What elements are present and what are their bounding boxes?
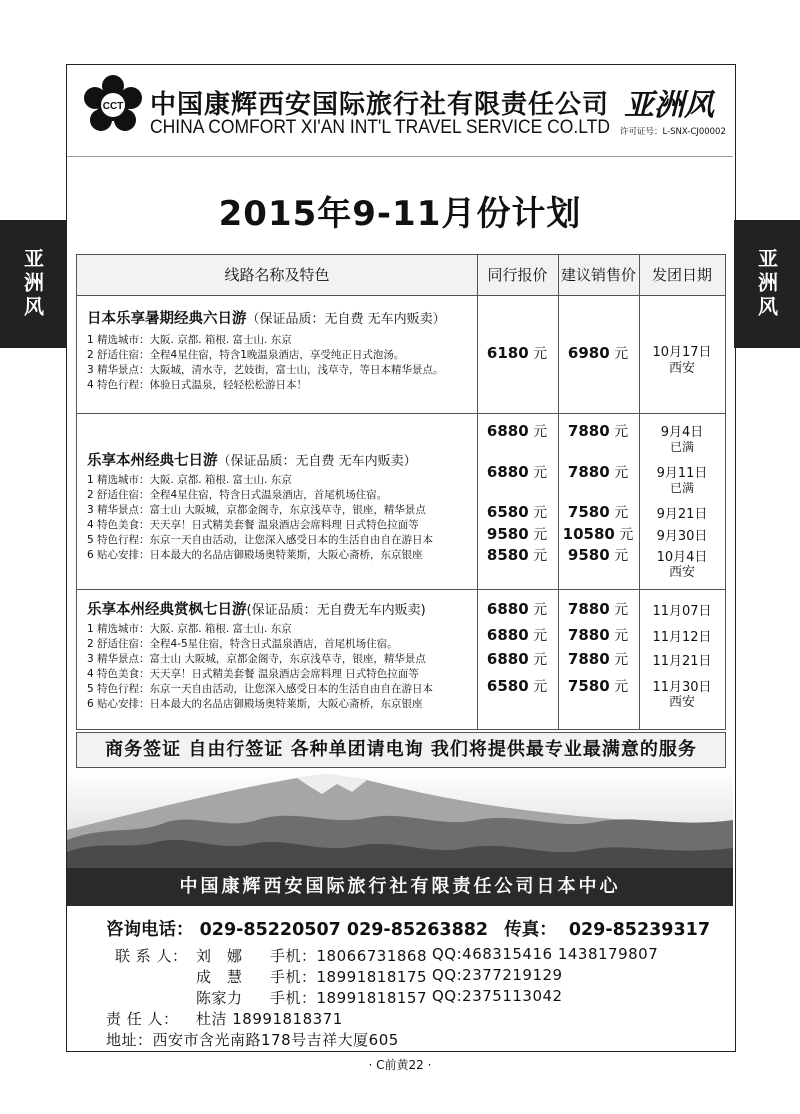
plan-title: 2015年9-11月份计划 [218, 194, 582, 234]
trade-price: 8580 元 [486, 546, 548, 564]
side-tab-right [734, 220, 800, 348]
feature-line: 4 特色行程：体验日式温泉，轻轻松松游日本！ [87, 379, 308, 391]
retail-price: 7880 元 [567, 463, 629, 481]
retail-price: 6980 元 [567, 344, 629, 362]
brand-logo-text: 亚洲风 [624, 88, 714, 123]
contact-phone-line [106, 916, 710, 941]
trade-price: 6180 元 [486, 344, 548, 362]
feature-line: 5 特色行程：东京一天自由活动，让您深入感受日本的生活自由自在游日本 [87, 683, 434, 695]
feature-line: 4 特色美食：天天享！日式精美套餐 温泉酒店会席料理 日式特色拉面等 [87, 668, 419, 680]
contact-qq: QQ:2377219129 [432, 966, 563, 984]
services-bar: 商务签证 自由行签证 各种单团请电询 我们将提供最专业最满意的服务 [76, 732, 726, 768]
tel-number: 029-85263882 [346, 920, 489, 940]
header-retail-price: 建议销售价 [560, 266, 636, 284]
contact-name: 刘 娜 [196, 947, 243, 965]
contact-qq: QQ:468315416 1438179807 [432, 945, 659, 963]
feature-line: 6 贴心安排：日本最大的名品店御殿场奥特莱斯，大阪心斋桥，东京银座 [87, 549, 423, 561]
contact-name: 成 慧 [196, 968, 243, 986]
departure-date: 9月21日 [656, 507, 708, 522]
contact-name: 陈家力 [196, 989, 243, 1007]
retail-price: 7880 元 [567, 650, 629, 668]
logo-text: CCT [102, 101, 124, 112]
header-departure-date: 发团日期 [651, 266, 712, 284]
trade-price: 6580 元 [486, 677, 548, 695]
contact-mobile: 手机：18066731868 [270, 947, 427, 965]
feature-line: 2 舒适住宿：全程4星住宿，特含日式温泉酒店，首尾机场住宿。 [87, 489, 388, 501]
feature-line: 1 精选城市：大阪. 京都. 箱根. 富士山. 东京 [87, 334, 292, 346]
departure-date: 11月12日 [652, 630, 712, 645]
route-features [87, 622, 433, 712]
route-title [87, 598, 426, 619]
trade-price: 9580 元 [486, 525, 548, 543]
tel-label: 咨询电话： [106, 920, 194, 940]
feature-line: 3 精华景点：大阪城，清水寺，艺妓街，富士山，浅草寺，等日本精华景点。 [87, 364, 444, 376]
contact-qq: QQ:2375113042 [432, 987, 563, 1005]
route-title [87, 449, 417, 470]
trade-price: 6580 元 [486, 503, 548, 521]
feature-line: 2 舒适住宿：全程4星住宿，特含1晚温泉酒店，享受纯正日式泡汤。 [87, 349, 405, 361]
side-tab-label: 亚洲风 [20, 248, 45, 320]
header-divider [67, 156, 733, 157]
mount-fuji-illustration [67, 770, 733, 870]
contact-mobile: 手机：18991818157 [270, 989, 427, 1007]
tel-number: 029-85220507 [199, 920, 341, 940]
trade-price: 6880 元 [486, 422, 548, 440]
route-name: 乐享本州经典赏枫七日游 [87, 602, 247, 618]
departure-date: 11月07日 [652, 604, 712, 619]
address-line [106, 1029, 399, 1050]
page-number: · C前黄22 · [368, 1058, 432, 1072]
trade-price: 6880 元 [486, 600, 548, 618]
route-note: （保证品质：无自费 无车内贩卖） [246, 312, 446, 327]
route-features [87, 473, 433, 563]
departure-date: 11月30日 西安 [652, 680, 712, 710]
cct-logo-icon [82, 74, 144, 136]
feature-line: 2 舒适住宿：全程4-5星住宿，特含日式温泉酒店，首尾机场住宿。 [87, 638, 398, 650]
departure-date: 10月4日 西安 [656, 550, 708, 580]
retail-price: 7580 元 [567, 677, 629, 695]
retail-price: 7880 元 [567, 626, 629, 644]
trade-price: 6880 元 [486, 626, 548, 644]
feature-line: 3 精华景点：富士山 大阪城，京都金阁寺，东京浅草寺，银座，精华景点 [87, 653, 426, 665]
retail-price: 7880 元 [567, 422, 629, 440]
side-tab-left [0, 220, 66, 348]
route-name: 乐享本州经典七日游 [87, 453, 218, 469]
departure-date: 9月30日 [656, 529, 708, 544]
feature-line: 1 精选城市：大阪. 京都. 箱根. 富士山. 东京 [87, 623, 292, 635]
departure-date: 9月4日 已满 [660, 425, 704, 454]
header-trade-price: 同行报价 [487, 266, 548, 284]
trade-price: 6880 元 [486, 650, 548, 668]
trade-price: 6880 元 [486, 463, 548, 481]
route-name: 日本乐享暑期经典六日游 [87, 311, 247, 327]
route-table [76, 254, 726, 730]
fax-number: 029-85239317 [568, 920, 711, 940]
route-note: （保证品质：无自费 无车内贩卖） [217, 454, 417, 469]
retail-price: 7880 元 [567, 600, 629, 618]
side-tab-label: 亚洲风 [754, 248, 779, 320]
route-title [87, 307, 446, 328]
header-route: 线路名称及特色 [224, 266, 330, 284]
row-divider [77, 589, 725, 590]
route-features [87, 333, 444, 393]
feature-line: 5 特色行程：东京一天自由活动，让您深入感受日本的生活自由自在游日本 [87, 534, 434, 546]
contacts-label: 联 系 人： [115, 947, 188, 965]
row-divider [77, 413, 725, 414]
feature-line: 3 精华景点：富士山 大阪城，京都金阁寺，东京浅草寺，银座，精华景点 [87, 504, 426, 516]
japan-center-banner: 中国康辉西安国际旅行社有限责任公司日本中心 [67, 868, 733, 906]
departure-date: 9月11日 已满 [656, 466, 708, 495]
route-note: (保证品质：无自费无车内贩卖) [246, 603, 426, 618]
feature-line: 4 特色美食：天天享！日式精美套餐 温泉酒店会席料理 日式特色拉面等 [87, 519, 419, 531]
manager-contact: 杜洁 18991818371 [196, 1010, 343, 1028]
retail-price: 10580 元 [562, 525, 634, 543]
license-number: 许可证号：L-SNX-CJ00002 [620, 127, 726, 137]
contact-mobile: 手机：18991818175 [270, 968, 427, 986]
feature-line: 6 贴心安排：日本最大的名品店御殿场奥特莱斯，大阪心斋桥，东京银座 [87, 698, 423, 710]
fax-label: 传真： [504, 920, 557, 940]
retail-price: 9580 元 [567, 546, 629, 564]
feature-line: 1 精选城市：大阪. 京都. 箱根. 富士山. 东京 [87, 474, 292, 486]
departure-date: 11月21日 [652, 654, 712, 669]
retail-price: 7580 元 [567, 503, 629, 521]
departure-date: 10月17日 西安 [652, 345, 712, 376]
company-name-en: CHINA COMFORT XI'AN INT'L TRAVEL SERVICE CO.LTD [150, 117, 610, 138]
manager-label: 责 任 人： [106, 1010, 179, 1028]
address-text: 西安市含光南路178号吉祥大厦605 [152, 1031, 399, 1049]
company-name-cn: 中国康辉西安国际旅行社有限责任公司 [150, 90, 610, 120]
address-label: 地址： [106, 1031, 153, 1049]
